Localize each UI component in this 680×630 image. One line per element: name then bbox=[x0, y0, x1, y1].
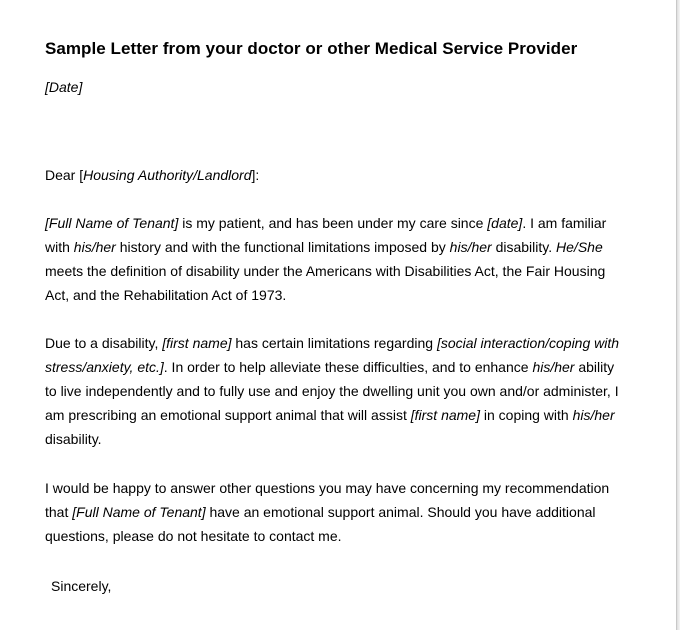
letter-title: Sample Letter from your doctor or other Medical Service Provider bbox=[45, 39, 578, 58]
paragraph-1-line-4: Act, and the Rehabilitation Act of 1973. bbox=[45, 287, 287, 303]
paragraph-2-line-1: Due to a disability, [first name] has certain limitations regarding [social interaction/coping with bbox=[45, 335, 620, 351]
closing: Sincerely, bbox=[51, 578, 112, 594]
date-placeholder: [Date] bbox=[45, 79, 83, 95]
paragraph-2-line-5: disability. bbox=[45, 431, 102, 447]
salutation: Dear [Housing Authority/Landlord]: bbox=[45, 167, 260, 183]
paragraph-2-line-4: am prescribing an emotional support animal that will assist [first name] in coping with his/her bbox=[45, 407, 615, 423]
paragraph-2-line-2: stress/anxiety, etc.]. In order to help alleviate these difficulties, and to enhance his/her ability bbox=[45, 359, 615, 375]
paragraph-2-line-3: to live independently and to fully use and enjoy the dwelling unit you own and/or administer, I bbox=[45, 383, 619, 399]
paragraph-3-line-1: I would be happy to answer other questions you may have concerning my recommendation bbox=[45, 480, 610, 496]
paragraph-3-line-2: that [Full Name of Tenant] have an emotional support animal. Should you have additional bbox=[45, 504, 596, 520]
paragraph-1-line-3: meets the definition of disability under the Americans with Disabilities Act, the Fair Housing bbox=[45, 263, 606, 279]
paragraph-3-line-3: questions, please do not hesitate to contact me. bbox=[45, 528, 342, 544]
paragraph-1-line-2: with his/her history and with the functional limitations imposed by his/her disability. He/She bbox=[45, 239, 603, 255]
paragraph-1-line-1: [Full Name of Tenant] is my patient, and has been under my care since [date]. I am familiar bbox=[45, 215, 607, 231]
